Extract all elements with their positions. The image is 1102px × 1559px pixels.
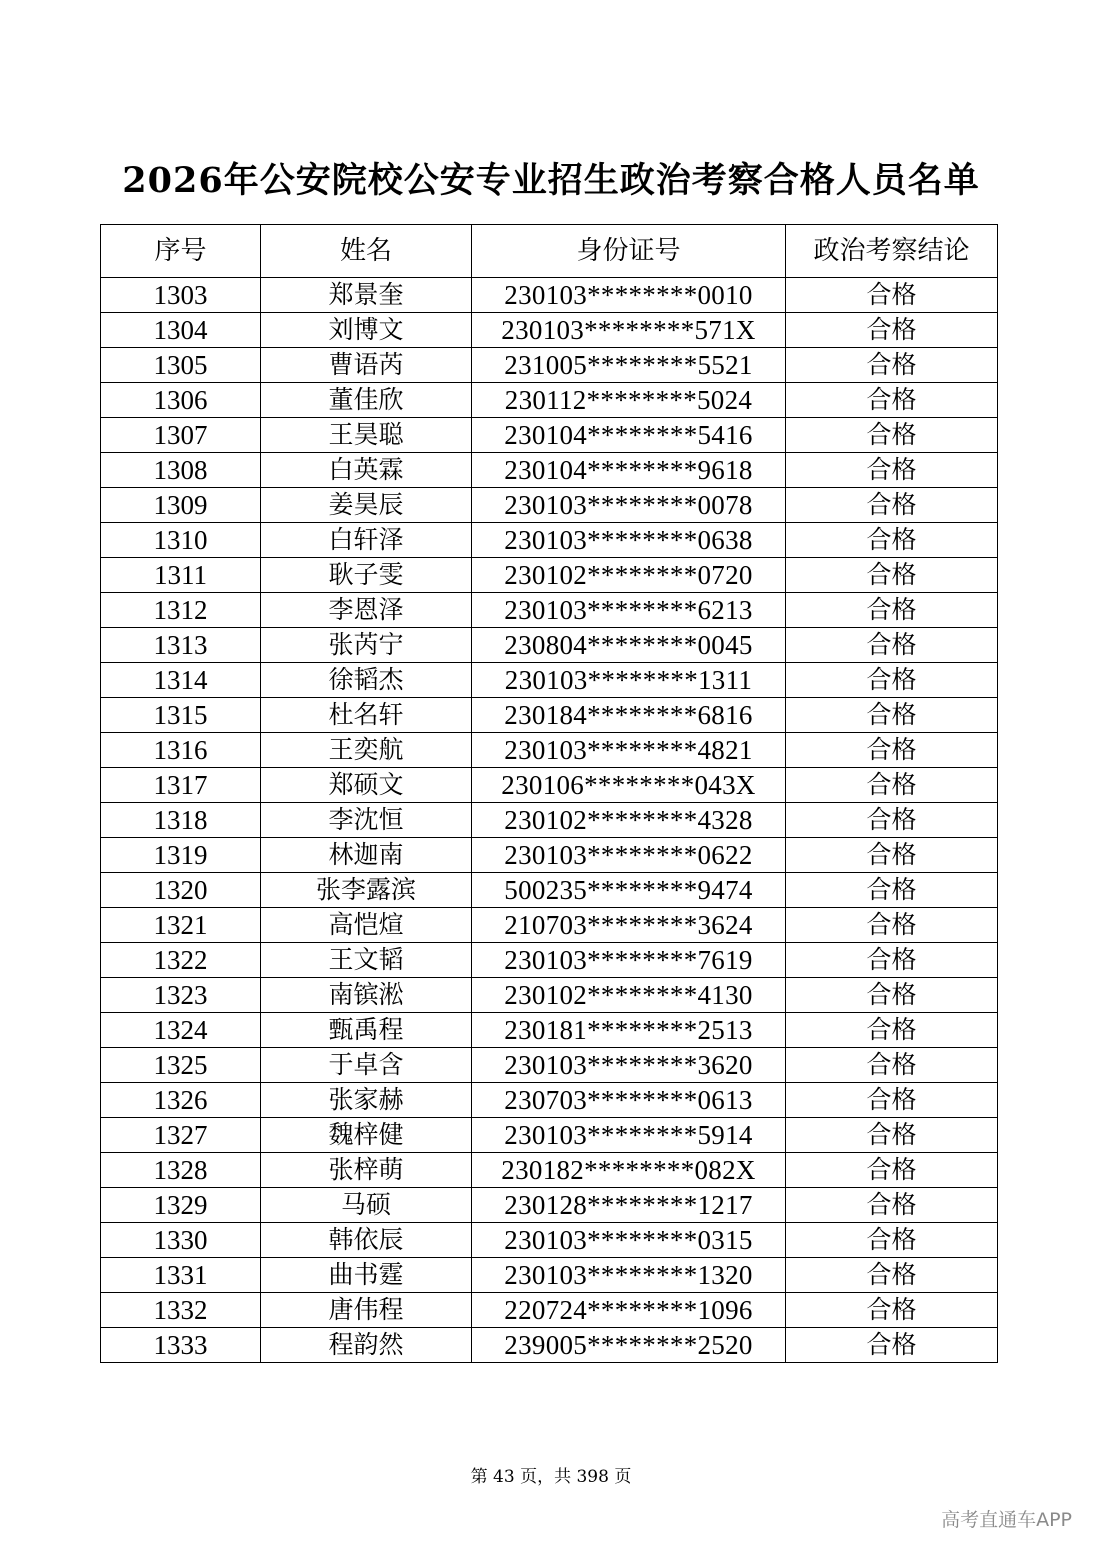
id-number: 230104********5416 <box>472 418 786 453</box>
review-result: 合格 <box>786 1188 998 1223</box>
person-name: 魏梓健 <box>261 1118 472 1153</box>
row-number: 1315 <box>101 698 261 733</box>
person-name: 唐伟程 <box>261 1293 472 1328</box>
id-number: 230182********082X <box>472 1153 786 1188</box>
id-number: 230103********0315 <box>472 1223 786 1258</box>
review-result: 合格 <box>786 978 998 1013</box>
person-name: 李沈恒 <box>261 803 472 838</box>
row-number: 1312 <box>101 593 261 628</box>
person-name: 郑硕文 <box>261 768 472 803</box>
table-row <box>101 943 998 978</box>
person-name: 张家赫 <box>261 1083 472 1118</box>
row-number: 1314 <box>101 663 261 698</box>
table-row <box>101 698 998 733</box>
review-result: 合格 <box>786 1153 998 1188</box>
review-result: 合格 <box>786 1258 998 1293</box>
review-result: 合格 <box>786 523 998 558</box>
person-name: 王文韬 <box>261 943 472 978</box>
person-name: 杜名轩 <box>261 698 472 733</box>
row-number: 1304 <box>101 313 261 348</box>
table-row <box>101 803 998 838</box>
column-header-conclusion: 政治考察结论 <box>786 225 998 278</box>
id-number: 220724********1096 <box>472 1293 786 1328</box>
id-number: 230103********7619 <box>472 943 786 978</box>
review-result: 合格 <box>786 768 998 803</box>
id-number: 230103********4821 <box>472 733 786 768</box>
review-result: 合格 <box>786 698 998 733</box>
review-result: 合格 <box>786 663 998 698</box>
table-row <box>101 768 998 803</box>
id-number: 210703********3624 <box>472 908 786 943</box>
table-row <box>101 1048 998 1083</box>
person-name: 刘博文 <box>261 313 472 348</box>
row-number: 1313 <box>101 628 261 663</box>
row-number: 1310 <box>101 523 261 558</box>
id-number: 230103********5914 <box>472 1118 786 1153</box>
review-result: 合格 <box>786 838 998 873</box>
person-name: 曲书霆 <box>261 1258 472 1293</box>
person-name: 曹语芮 <box>261 348 472 383</box>
person-name: 张芮宁 <box>261 628 472 663</box>
person-name: 韩依辰 <box>261 1223 472 1258</box>
table-row <box>101 348 998 383</box>
person-name: 徐韬杰 <box>261 663 472 698</box>
id-number: 230103********0638 <box>472 523 786 558</box>
id-number: 230103********571X <box>472 313 786 348</box>
table-row <box>101 418 998 453</box>
review-result: 合格 <box>786 1118 998 1153</box>
person-name: 王奕航 <box>261 733 472 768</box>
header-row <box>101 225 998 278</box>
id-number: 239005********2520 <box>472 1328 786 1363</box>
table-row <box>101 978 998 1013</box>
column-header-id-number: 身份证号 <box>472 225 786 278</box>
id-number: 230103********3620 <box>472 1048 786 1083</box>
id-number: 230103********0010 <box>472 278 786 313</box>
review-result: 合格 <box>786 943 998 978</box>
review-result: 合格 <box>786 558 998 593</box>
table-row <box>101 628 998 663</box>
person-name: 郑景奎 <box>261 278 472 313</box>
review-result: 合格 <box>786 278 998 313</box>
table-row <box>101 313 998 348</box>
review-result: 合格 <box>786 348 998 383</box>
review-result: 合格 <box>786 418 998 453</box>
review-result: 合格 <box>786 453 998 488</box>
review-result: 合格 <box>786 873 998 908</box>
table-row <box>101 1223 998 1258</box>
person-name: 李恩泽 <box>261 593 472 628</box>
row-number: 1303 <box>101 278 261 313</box>
table-row <box>101 1013 998 1048</box>
id-number: 230103********1320 <box>472 1258 786 1293</box>
table-row <box>101 663 998 698</box>
person-name: 张梓萌 <box>261 1153 472 1188</box>
id-number: 230804********0045 <box>472 628 786 663</box>
row-number: 1307 <box>101 418 261 453</box>
row-number: 1318 <box>101 803 261 838</box>
person-name: 姜昊辰 <box>261 488 472 523</box>
review-result: 合格 <box>786 313 998 348</box>
table-row <box>101 488 998 523</box>
row-number: 1328 <box>101 1153 261 1188</box>
id-number: 230106********043X <box>472 768 786 803</box>
person-name: 程韵然 <box>261 1328 472 1363</box>
review-result: 合格 <box>786 733 998 768</box>
id-number: 230181********2513 <box>472 1013 786 1048</box>
review-result: 合格 <box>786 1048 998 1083</box>
table-row <box>101 1293 998 1328</box>
row-number: 1333 <box>101 1328 261 1363</box>
table-row <box>101 908 998 943</box>
review-result: 合格 <box>786 1223 998 1258</box>
roster-table <box>100 224 998 1363</box>
id-number: 230102********0720 <box>472 558 786 593</box>
review-result: 合格 <box>786 488 998 523</box>
id-number: 230128********1217 <box>472 1188 786 1223</box>
column-header-number: 序号 <box>101 225 261 278</box>
table-row <box>101 383 998 418</box>
column-header-name: 姓名 <box>261 225 472 278</box>
id-number: 230103********0078 <box>472 488 786 523</box>
person-name: 高恺煊 <box>261 908 472 943</box>
row-number: 1316 <box>101 733 261 768</box>
table-row <box>101 453 998 488</box>
row-number: 1319 <box>101 838 261 873</box>
row-number: 1306 <box>101 383 261 418</box>
id-number: 230112********5024 <box>472 383 786 418</box>
row-number: 1321 <box>101 908 261 943</box>
row-number: 1309 <box>101 488 261 523</box>
row-number: 1330 <box>101 1223 261 1258</box>
page-title: 2026年公安院校公安专业招生政治考察合格人员名单 <box>122 160 980 201</box>
table-row <box>101 278 998 313</box>
id-number: 231005********5521 <box>472 348 786 383</box>
id-number: 230184********6816 <box>472 698 786 733</box>
person-name: 南镔淞 <box>261 978 472 1013</box>
row-number: 1325 <box>101 1048 261 1083</box>
table-row <box>101 1188 998 1223</box>
row-number: 1329 <box>101 1188 261 1223</box>
review-result: 合格 <box>786 803 998 838</box>
person-name: 董佳欣 <box>261 383 472 418</box>
row-number: 1311 <box>101 558 261 593</box>
review-result: 合格 <box>786 1293 998 1328</box>
id-number: 500235********9474 <box>472 873 786 908</box>
table-row <box>101 558 998 593</box>
table-row <box>101 523 998 558</box>
table-row <box>101 593 998 628</box>
review-result: 合格 <box>786 383 998 418</box>
person-name: 白轩泽 <box>261 523 472 558</box>
review-result: 合格 <box>786 1083 998 1118</box>
row-number: 1308 <box>101 453 261 488</box>
row-number: 1322 <box>101 943 261 978</box>
id-number: 230102********4328 <box>472 803 786 838</box>
row-number: 1323 <box>101 978 261 1013</box>
id-number: 230103********6213 <box>472 593 786 628</box>
review-result: 合格 <box>786 593 998 628</box>
id-number: 230703********0613 <box>472 1083 786 1118</box>
page-number: 第 43 页，共 398 页 <box>470 1467 632 1487</box>
person-name: 于卓含 <box>261 1048 472 1083</box>
review-result: 合格 <box>786 1328 998 1363</box>
review-result: 合格 <box>786 628 998 663</box>
id-number: 230103********0622 <box>472 838 786 873</box>
table-body <box>101 278 998 1363</box>
id-number: 230102********4130 <box>472 978 786 1013</box>
person-name: 王昊聪 <box>261 418 472 453</box>
row-number: 1326 <box>101 1083 261 1118</box>
table-row <box>101 733 998 768</box>
row-number: 1320 <box>101 873 261 908</box>
row-number: 1324 <box>101 1013 261 1048</box>
row-number: 1305 <box>101 348 261 383</box>
person-name: 甄禹程 <box>261 1013 472 1048</box>
table-row <box>101 1153 998 1188</box>
table-header <box>101 225 998 278</box>
row-number: 1327 <box>101 1118 261 1153</box>
table-row <box>101 838 998 873</box>
row-number: 1331 <box>101 1258 261 1293</box>
person-name: 耿子雯 <box>261 558 472 593</box>
table-row <box>101 873 998 908</box>
id-number: 230104********9618 <box>472 453 786 488</box>
row-number: 1332 <box>101 1293 261 1328</box>
watermark-logo-text: 高考直通车APP <box>941 1509 1072 1531</box>
table-row <box>101 1258 998 1293</box>
id-number: 230103********1311 <box>472 663 786 698</box>
person-name: 马硕 <box>261 1188 472 1223</box>
review-result: 合格 <box>786 908 998 943</box>
person-name: 林迦南 <box>261 838 472 873</box>
review-result: 合格 <box>786 1013 998 1048</box>
table-row <box>101 1083 998 1118</box>
person-name: 张李露滨 <box>261 873 472 908</box>
person-name: 白英霖 <box>261 453 472 488</box>
table-row <box>101 1118 998 1153</box>
row-number: 1317 <box>101 768 261 803</box>
table-row <box>101 1328 998 1363</box>
